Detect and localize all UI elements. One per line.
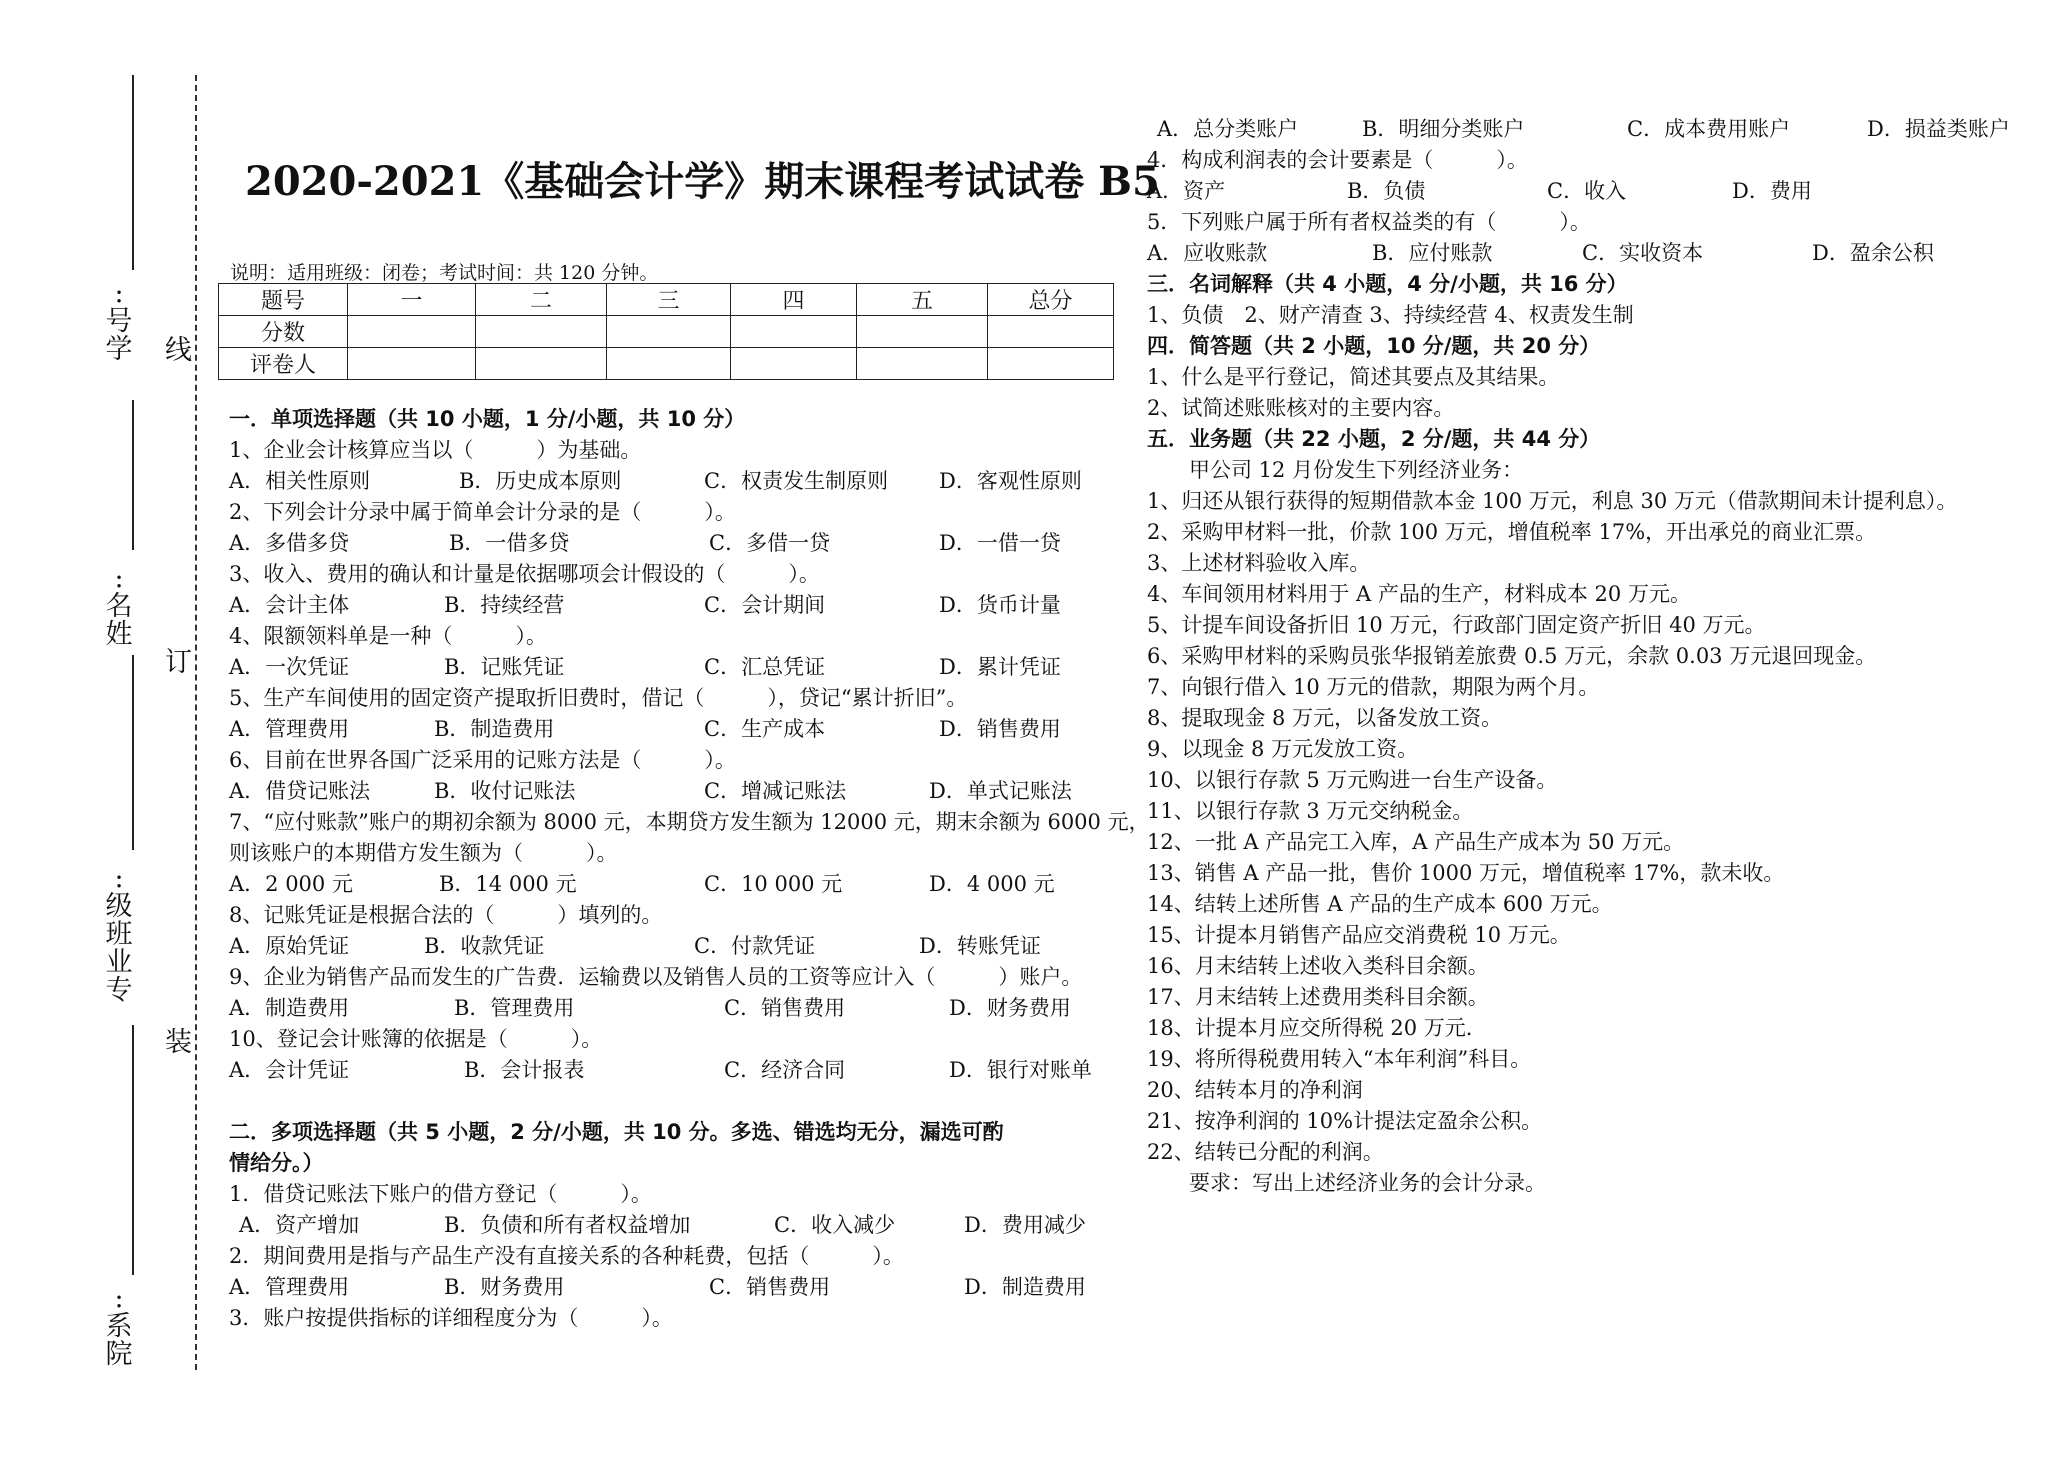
- score-cell[interactable]: [731, 316, 857, 348]
- cut-mark-line: 线: [165, 335, 192, 366]
- question-text: 10、以银行存款 5 万元购进一台生产设备。: [1147, 768, 1558, 792]
- answer-option: A．制造费用: [229, 996, 350, 1020]
- question-text: 5．下列账户属于所有者权益类的有（ ）。: [1147, 210, 1591, 234]
- option-row: [229, 993, 1109, 1024]
- question-text: 15、计提本月销售产品应交消费税 10 万元。: [1147, 923, 1571, 947]
- option-row: [229, 466, 1109, 497]
- question-text: 8、提取现金 8 万元，以备发放工资。: [1147, 706, 1503, 730]
- question-text: 2、试简述账账核对的主要内容。: [1147, 396, 1455, 420]
- right-question-column: [1147, 114, 2027, 1224]
- option-row: [229, 931, 1109, 962]
- question-text: 14、结转上述所售 A 产品的生产成本 600 万元。: [1147, 892, 1613, 916]
- question-text: 4、车间领用材料用于 A 产品的生产，材料成本 20 万元。: [1147, 582, 1691, 606]
- answer-option: C．增减记账法: [704, 779, 847, 803]
- margin-dashed-cut-line: [195, 75, 197, 1370]
- answer-option: D．累计凭证: [939, 655, 1061, 679]
- answer-option: C．汇总凭证: [704, 655, 826, 679]
- question-text: 则该账户的本期借方发生额为（ ）。: [229, 841, 618, 865]
- grader-cell[interactable]: [348, 348, 476, 380]
- question-text: 1、企业会计核算应当以（ ）为基础。: [229, 438, 642, 462]
- question-text: 甲公司 12 月份发生下列经济业务：: [1147, 458, 1524, 482]
- score-table-header-row: [219, 284, 1114, 316]
- table-header-cell: 题号: [219, 284, 348, 316]
- question-text: 12、一批 A 产品完工入库，A 产品生产成本为 50 万元。: [1147, 830, 1685, 854]
- answer-option: C．经济合同: [724, 1058, 846, 1082]
- question-text: 要求：写出上述经济业务的会计分录。: [1147, 1171, 1546, 1195]
- margin-student-id-label: :号学: [105, 278, 133, 365]
- table-header-cell: 总分: [988, 284, 1114, 316]
- margin-class-label: :级班业专: [105, 863, 133, 1006]
- question-text: 6、目前在世界各国广泛采用的记账方法是（ ）。: [229, 748, 736, 772]
- score-cell[interactable]: [607, 316, 731, 348]
- question-text: 5、生产车间使用的固定资产提取折旧费时，借记（ ），贷记“累计折旧”。: [229, 686, 968, 710]
- table-row-label: 评卷人: [219, 348, 348, 380]
- option-row: [1147, 114, 2027, 145]
- answer-option: A．资产增加: [239, 1213, 360, 1237]
- answer-option: C．收入: [1547, 179, 1627, 203]
- spacer-line: [229, 1086, 1109, 1117]
- grader-cell[interactable]: [857, 348, 988, 380]
- question-text: 7、向银行借入 10 万元的借款，期限为两个月。: [1147, 675, 1600, 699]
- answer-option: C．实收资本: [1582, 241, 1704, 265]
- question-text: 13、销售 A 产品一批，售价 1000 万元，增值税率 17%，款未收。: [1147, 861, 1785, 885]
- answer-option: D．单式记账法: [929, 779, 1072, 803]
- score-table-score-row: [219, 316, 1114, 348]
- answer-option: A．2 000 元: [229, 872, 353, 896]
- answer-option: D．制造费用: [964, 1275, 1086, 1299]
- question-text: 22、结转已分配的利润。: [1147, 1140, 1384, 1164]
- answer-option: A．总分类账户: [1157, 117, 1299, 141]
- answer-option: B．应付账款: [1372, 241, 1493, 265]
- section-heading: 四．简答题（共 2 小题，10 分/题，共 20 分）: [1147, 334, 1601, 358]
- exam-title: 2020-2021《基础会计学》期末课程考试试卷 B5: [245, 158, 1160, 205]
- answer-option: B．收款凭证: [424, 934, 545, 958]
- section-heading: 三．名词解释（共 4 小题，4 分/小题，共 16 分）: [1147, 272, 1628, 296]
- question-text: 1、归还从银行获得的短期借款本金 100 万元，利息 30 万元（借款期间未计提利息）。: [1147, 489, 1958, 513]
- answer-option: A．一次凭证: [229, 655, 350, 679]
- score-table-grader-row: [219, 348, 1114, 380]
- answer-option: D．费用: [1732, 179, 1812, 203]
- answer-option: C．成本费用账户: [1627, 117, 1791, 141]
- question-text: 9、企业为销售产品而发生的广告费．运输费以及销售人员的工资等应计入（ ）账户。: [229, 965, 1083, 989]
- table-row-label: 分数: [219, 316, 348, 348]
- table-header-cell: 三: [607, 284, 731, 316]
- section-heading: 二．多项选择题（共 5 小题，2 分/小题，共 10 分。多选、错选均无分，漏选可酌: [229, 1120, 1004, 1144]
- question-text: 4．构成利润表的会计要素是（ ）。: [1147, 148, 1528, 172]
- answer-option: D．费用减少: [964, 1213, 1086, 1237]
- answer-option: C．生产成本: [704, 717, 826, 741]
- answer-option: A．会计凭证: [229, 1058, 350, 1082]
- answer-option: C．付款凭证: [694, 934, 816, 958]
- margin-name-label: :名姓: [105, 563, 133, 650]
- answer-option: A．资产: [1147, 179, 1226, 203]
- answer-option: B．收付记账法: [434, 779, 576, 803]
- question-text: 1、什么是平行登记，简述其要点及其结果。: [1147, 365, 1560, 389]
- answer-option: D．一借一贷: [939, 531, 1061, 555]
- answer-option: C．10 000 元: [704, 872, 843, 896]
- answer-option: A．管理费用: [229, 1275, 350, 1299]
- question-text: 17、月末结转上述费用类科目余额。: [1147, 985, 1489, 1009]
- table-header-cell: 二: [476, 284, 607, 316]
- score-cell[interactable]: [348, 316, 476, 348]
- answer-option: D．货币计量: [939, 593, 1061, 617]
- score-cell[interactable]: [857, 316, 988, 348]
- answer-option: A．相关性原则: [229, 469, 371, 493]
- answer-option: B．一借多贷: [449, 531, 570, 555]
- table-header-cell: 一: [348, 284, 476, 316]
- score-cell[interactable]: [988, 316, 1114, 348]
- question-text: 2、采购甲材料一批，价款 100 万元，增值税率 17%，开出承兑的商业汇票。: [1147, 520, 1877, 544]
- answer-option: C．多借一贷: [709, 531, 831, 555]
- question-text: 3、收入、费用的确认和计量是依据哪项会计假设的（ ）。: [229, 562, 820, 586]
- answer-option: B．负债: [1347, 179, 1426, 203]
- question-text: 1、负债 2、财产清查 3、持续经营 4、权责发生制: [1147, 303, 1634, 327]
- question-text: 6、采购甲材料的采购员张华报销差旅费 0.5 万元，余款 0.03 万元退回现金。: [1147, 644, 1877, 668]
- answer-option: C．会计期间: [704, 593, 826, 617]
- margin-solid-line-3: [132, 655, 134, 850]
- option-row: [229, 1055, 1109, 1086]
- option-row: [1147, 176, 2027, 207]
- left-question-column: [229, 404, 1150, 1364]
- answer-option: B．历史成本原则: [459, 469, 622, 493]
- score-cell[interactable]: [476, 316, 607, 348]
- answer-option: D．银行对账单: [949, 1058, 1092, 1082]
- answer-option: B．负债和所有者权益增加: [444, 1213, 691, 1237]
- grader-cell[interactable]: [988, 348, 1114, 380]
- table-header-cell: 四: [731, 284, 857, 316]
- cut-mark-staple: 装: [165, 1027, 192, 1058]
- answer-option: D．客观性原则: [939, 469, 1082, 493]
- answer-option: A．管理费用: [229, 717, 350, 741]
- answer-option: A．多借多贷: [229, 531, 350, 555]
- answer-option: D．财务费用: [949, 996, 1071, 1020]
- grader-cell[interactable]: [607, 348, 731, 380]
- margin-solid-line-2: [132, 400, 134, 550]
- option-row: [229, 776, 1109, 807]
- question-text: 5、计提车间设备折旧 10 万元，行政部门固定资产折旧 40 万元。: [1147, 613, 1766, 637]
- section-heading: 一．单项选择题（共 10 小题，1 分/小题，共 10 分）: [229, 407, 746, 431]
- margin-solid-line-1: [132, 75, 134, 270]
- question-text: 8、记账凭证是根据合法的（ ）填列的。: [229, 903, 663, 927]
- question-text: 18、计提本月应交所得税 20 万元.: [1147, 1016, 1473, 1040]
- answer-option: B．管理费用: [454, 996, 575, 1020]
- margin-dept-label: :系院: [105, 1283, 133, 1370]
- answer-option: A．借贷记账法: [229, 779, 371, 803]
- question-text: 16、月末结转上述收入类科目余额。: [1147, 954, 1489, 978]
- grader-cell[interactable]: [731, 348, 857, 380]
- question-text: 19、将所得税费用转入“本年利润”科目。: [1147, 1047, 1532, 1071]
- answer-option: C．收入减少: [774, 1213, 896, 1237]
- answer-option: D．转账凭证: [919, 934, 1041, 958]
- answer-option: A．原始凭证: [229, 934, 350, 958]
- section-heading: 五．业务题（共 22 小题，2 分/题，共 44 分）: [1147, 427, 1601, 451]
- answer-option: B．记账凭证: [444, 655, 565, 679]
- answer-option: B．财务费用: [444, 1275, 565, 1299]
- question-text: 7、“应付账款”账户的期初余额为 8000 元，本期贷方发生额为 12000 元，期末余额为 6000 元，: [229, 810, 1150, 834]
- question-text: 20、结转本月的净利润: [1147, 1078, 1363, 1102]
- answer-option: D．盈余公积: [1812, 241, 1934, 265]
- question-text: 3．账户按提供指标的详细程度分为（ ）。: [229, 1306, 673, 1330]
- answer-option: B．会计报表: [464, 1058, 585, 1082]
- answer-option: C．权责发生制原则: [704, 469, 889, 493]
- answer-option: A．应收账款: [1147, 241, 1268, 265]
- question-text: 21、按净利润的 10%计提法定盈余公积。: [1147, 1109, 1543, 1133]
- answer-option: B．14 000 元: [439, 872, 577, 896]
- answer-option: B．明细分类账户: [1362, 117, 1525, 141]
- exam-note: 说明：适用班级：闭卷；考试时间：共 120 分钟。: [230, 262, 659, 284]
- question-text: 1．借贷记账法下账户的借方登记（ ）。: [229, 1182, 652, 1206]
- question-text: 4、限额领料单是一种（ ）。: [229, 624, 547, 648]
- option-row: [229, 1272, 1109, 1303]
- margin-solid-line-4: [132, 1025, 134, 1275]
- answer-option: B．制造费用: [434, 717, 555, 741]
- section-heading: 情给分。）: [229, 1151, 324, 1175]
- question-text: 2、下列会计分录中属于简单会计分录的是（ ）。: [229, 500, 736, 524]
- answer-option: C．销售费用: [724, 996, 846, 1020]
- cut-mark-bind: 订: [165, 647, 192, 678]
- question-text: 2．期间费用是指与产品生产没有直接关系的各种耗费，包括（ ）。: [229, 1244, 904, 1268]
- question-text: 11、以银行存款 3 万元交纳税金。: [1147, 799, 1474, 823]
- answer-option: D．销售费用: [939, 717, 1061, 741]
- question-text: 3、上述材料验收入库。: [1147, 551, 1371, 575]
- option-row: [229, 1210, 1109, 1241]
- answer-option: B．持续经营: [444, 593, 565, 617]
- grader-cell[interactable]: [476, 348, 607, 380]
- question-text: 9、以现金 8 万元发放工资。: [1147, 737, 1419, 761]
- answer-option: C．销售费用: [709, 1275, 831, 1299]
- answer-option: D．4 000 元: [929, 872, 1055, 896]
- table-header-cell: 五: [857, 284, 988, 316]
- answer-option: D．损益类账户: [1867, 117, 2010, 141]
- option-row: [229, 590, 1109, 621]
- option-row: [229, 714, 1109, 745]
- question-text: 10、登记会计账簿的依据是（ ）。: [229, 1027, 603, 1051]
- option-row: [229, 869, 1109, 900]
- option-row: [1147, 238, 2027, 269]
- option-row: [229, 652, 1109, 683]
- option-row: [229, 528, 1109, 559]
- answer-option: A．会计主体: [229, 593, 350, 617]
- score-table: [218, 283, 1114, 380]
